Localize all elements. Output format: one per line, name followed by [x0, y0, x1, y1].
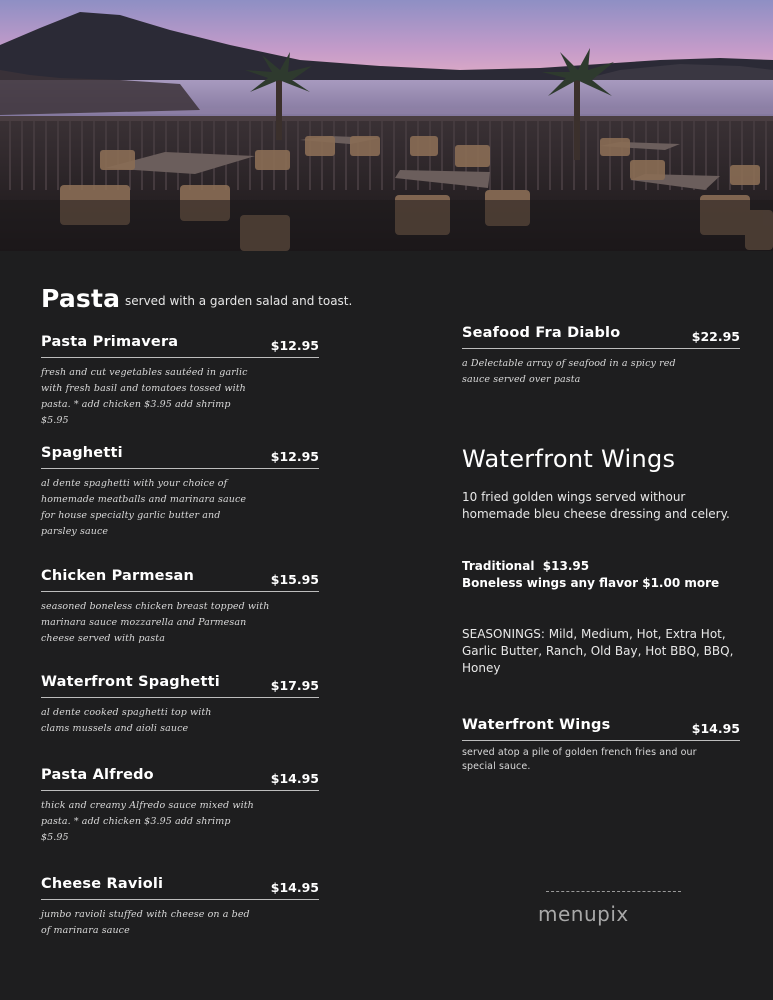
item-price: $14.95 — [270, 880, 319, 895]
menu-item-chicken-parmesan — [41, 568, 319, 647]
item-name: Pasta Alfredo — [41, 767, 154, 783]
item-header — [462, 717, 740, 741]
item-description: jumbo ravioli stuffed with cheese on a bed of marinara sauce — [41, 909, 250, 936]
pasta-section-note: served with a garden salad and toast. — [125, 294, 353, 308]
item-price: $15.95 — [270, 572, 319, 587]
item-price: $22.95 — [691, 329, 740, 344]
menu-item-seafood-fra-diablo — [462, 325, 740, 388]
waterfront-deck-photo — [0, 0, 773, 251]
item-price: $12.95 — [270, 449, 319, 464]
item-description: fresh and cut vegetables sautéed in garlic with fresh basil and tomatoes tossed with pasta. * add chicken $3.95 add shrimp $5.95 — [41, 367, 248, 426]
item-header — [41, 445, 319, 469]
item-description: a Delectable array of seafood in a spicy red sauce served over pasta — [462, 358, 676, 385]
item-description: al dente spaghetti with your choice of homemade meatballs and marinara sauce for house specialty garlic butter and parsley sauce — [41, 478, 247, 537]
item-price: $14.95 — [270, 771, 319, 786]
item-description: served atop a pile of golden french fries and our special sauce. — [462, 747, 697, 772]
item-price: $17.95 — [270, 678, 319, 693]
item-price: $12.95 — [270, 338, 319, 353]
hero-photo — [0, 0, 773, 251]
wings-traditional-price: Traditional $13.95 — [462, 559, 590, 573]
item-header — [41, 674, 319, 698]
wings-boneless-price: Boneless wings any flavor $1.00 more — [462, 576, 720, 590]
item-header — [41, 767, 319, 791]
item-name: Pasta Primavera — [41, 334, 179, 350]
item-price: $14.95 — [691, 721, 740, 736]
wings-price-options — [462, 558, 752, 592]
watermark-divider — [546, 891, 681, 892]
item-name: Waterfront Wings — [462, 717, 611, 733]
menu-item-waterfront-spaghetti — [41, 674, 319, 737]
item-description: thick and creamy Alfredo sauce mixed with pasta. * add chicken $3.95 add shrimp $5.95 — [41, 800, 254, 843]
menupix-watermark — [528, 886, 698, 948]
item-name: Cheese Ravioli — [41, 876, 164, 892]
item-description: al dente cooked spaghetti top with clams mussels and aioli sauce — [41, 707, 212, 734]
item-header — [41, 334, 319, 358]
item-name: Spaghetti — [41, 445, 123, 461]
wings-section-title: Waterfront Wings — [462, 445, 676, 473]
item-header — [41, 568, 319, 592]
item-description: seasoned boneless chicken breast topped with marinara sauce mozzarella and Parmesan cheese served with pasta — [41, 601, 270, 644]
menu-item-cheese-ravioli — [41, 876, 319, 939]
wings-seasonings: SEASONINGS: Mild, Medium, Hot, Extra Hot, Garlic Butter, Ranch, Old Bay, Hot BBQ, BBQ, Honey — [462, 627, 734, 675]
menu-item-spaghetti — [41, 445, 319, 540]
item-name: Seafood Fra Diablo — [462, 325, 621, 341]
item-header — [462, 325, 740, 349]
wings-section-description: 10 fried golden wings served withour homemade bleu cheese dressing and celery. — [462, 490, 730, 521]
watermark-text: menupix — [538, 902, 629, 926]
menu-item-waterfront-wings — [462, 717, 740, 774]
item-header — [41, 876, 319, 900]
menu-item-pasta-alfredo — [41, 767, 319, 846]
pasta-section-title: Pasta — [41, 284, 121, 313]
menu-item-pasta-primavera — [41, 334, 319, 429]
item-name: Waterfront Spaghetti — [41, 674, 220, 690]
item-name: Chicken Parmesan — [41, 568, 195, 584]
